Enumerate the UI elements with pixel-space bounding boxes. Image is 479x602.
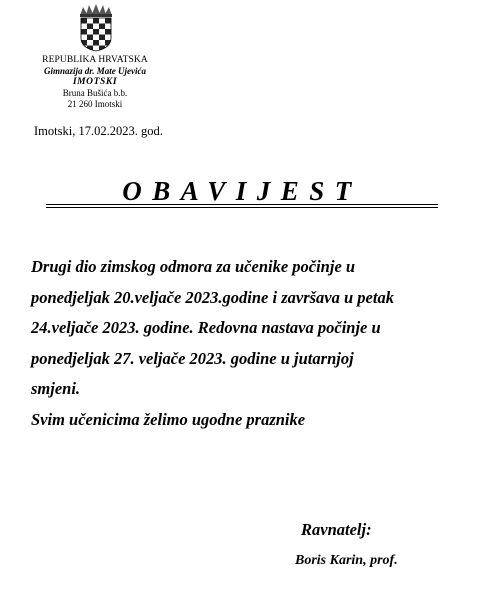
town-name: IMOTSKI [72,77,118,87]
body-line: Drugi dio zimskog odmora za učenike počinje u [31,257,356,276]
body-line: smjeni. [31,379,81,398]
title-underline-top [46,204,438,205]
school-header [20,55,170,110]
notice-body [31,252,461,435]
notice-title-text: OBAVIJEST [122,176,362,206]
body-line: 24.veljače 2023. godine. Redovna nastava počinje u [31,318,381,337]
postal-address: 21 260 Imotski [67,99,123,109]
body-line: ponedjeljak 27. veljače 2023. godine u jutarnjoj [31,348,354,368]
body-line: ponedjeljak 20.veljače 2023.godine i završava u petak [31,287,394,307]
body-line: Svim učenicima želimo ugodne praznike [31,409,306,429]
crown [80,4,112,17]
signature-name: Boris Karin, prof. [295,553,398,568]
signature-title: Ravnatelj: [301,520,372,539]
date-line: Imotski, 17.02.2023. god. [34,124,163,138]
school-name: Gimnazija dr. Mate Ujevića [44,66,146,76]
title-underline-bottom [46,207,438,208]
coat-of-arms-icon [79,4,113,52]
notice-title [44,176,440,206]
republic-name: REPUBLIKA HRVATSKA [42,55,148,65]
street-address: Bruna Bušića b.b. [62,88,128,98]
